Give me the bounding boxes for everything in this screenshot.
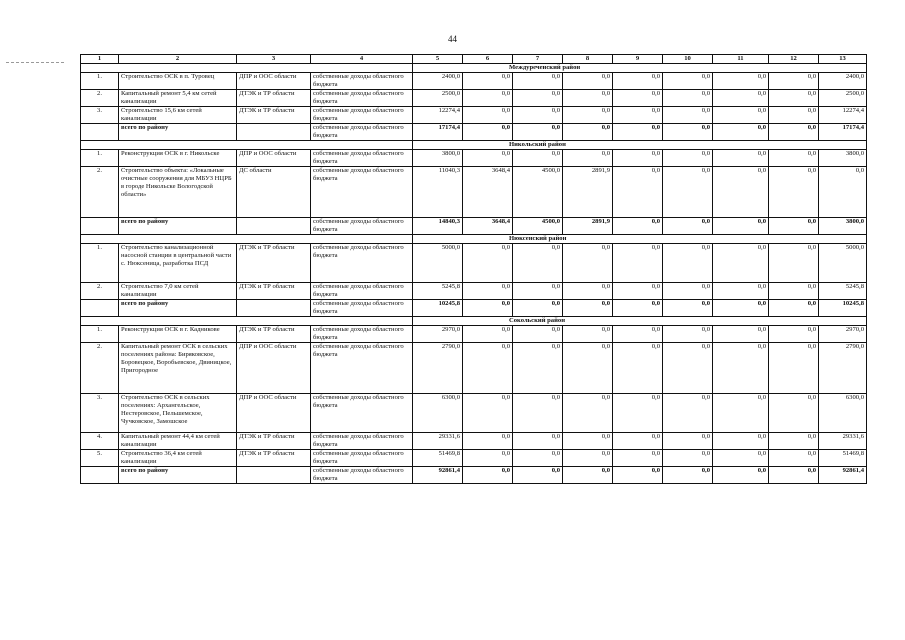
executor: ДТЭК и ТР области xyxy=(237,433,311,450)
amount-cell: 0,0 xyxy=(463,107,513,124)
district-heading-spacer xyxy=(81,141,413,150)
column-header: 12 xyxy=(769,55,819,64)
column-header: 4 xyxy=(311,55,413,64)
table-row xyxy=(81,326,867,343)
funding-source: собственные доходы областного бюджета xyxy=(311,124,413,141)
amount-cell: 51469,8 xyxy=(413,450,463,467)
amount-cell: 0,0 xyxy=(713,90,769,107)
amount-cell: 0,0 xyxy=(513,90,563,107)
amount-cell: 0,0 xyxy=(463,450,513,467)
amount-cell: 0,0 xyxy=(513,73,563,90)
table-row xyxy=(81,244,867,283)
executor: ДТЭК и ТР области xyxy=(237,450,311,467)
amount-cell: 0,0 xyxy=(563,150,613,167)
amount-cell: 0,0 xyxy=(463,90,513,107)
amount-cell: 0,0 xyxy=(563,283,613,300)
column-header: 9 xyxy=(613,55,663,64)
amount-cell: 0,0 xyxy=(613,124,663,141)
funding-source: собственные доходы областного бюджета xyxy=(311,218,413,235)
amount-cell: 0,0 xyxy=(613,218,663,235)
project-name: всего по району xyxy=(119,300,237,317)
column-header: 3 xyxy=(237,55,311,64)
amount-cell: 0,0 xyxy=(513,107,563,124)
amount-cell: 4500,0 xyxy=(513,167,563,218)
amount-cell: 0,0 xyxy=(563,107,613,124)
table-row xyxy=(81,283,867,300)
amount-cell: 17174,4 xyxy=(819,124,867,141)
amount-cell: 0,0 xyxy=(613,283,663,300)
project-name: Реконструкция ОСК в г. Кадникове xyxy=(119,326,237,343)
amount-cell: 0,0 xyxy=(563,394,613,433)
amount-cell: 14840,3 xyxy=(413,218,463,235)
amount-cell: 0,0 xyxy=(713,150,769,167)
executor xyxy=(237,467,311,484)
column-header: 6 xyxy=(463,55,513,64)
amount-cell: 0,0 xyxy=(613,90,663,107)
district-total-row xyxy=(81,218,867,235)
amount-cell: 0,0 xyxy=(563,433,613,450)
project-name: Строительство 36,4 км сетей канализации xyxy=(119,450,237,467)
amount-cell: 92861,4 xyxy=(819,467,867,484)
amount-cell: 51469,8 xyxy=(819,450,867,467)
amount-cell: 0,0 xyxy=(713,244,769,283)
amount-cell: 0,0 xyxy=(513,326,563,343)
project-name: Строительство ОСК в п. Туровец xyxy=(119,73,237,90)
amount-cell: 0,0 xyxy=(463,326,513,343)
amount-cell: 0,0 xyxy=(713,343,769,394)
amount-cell: 0,0 xyxy=(513,467,563,484)
district-heading-row xyxy=(81,317,867,326)
table-body xyxy=(81,55,867,484)
amount-cell: 5245,8 xyxy=(413,283,463,300)
amount-cell: 0,0 xyxy=(463,283,513,300)
amount-cell: 0,0 xyxy=(563,326,613,343)
amount-cell: 11040,3 xyxy=(413,167,463,218)
funding-source: собственные доходы областного бюджета xyxy=(311,73,413,90)
project-name: Строительство объекта: «Локальные очистные сооружения для МБУЗ НЦРБ в городе Никольске Вологодской области» xyxy=(119,167,237,218)
row-number: 5. xyxy=(81,450,119,467)
amount-cell: 0,0 xyxy=(463,433,513,450)
amount-cell: 0,0 xyxy=(713,283,769,300)
amount-cell: 0,0 xyxy=(513,450,563,467)
district-total-row xyxy=(81,124,867,141)
project-name: Строительство канализационной насосной станции в центральной части с. Нюксеница, разработка ПСД xyxy=(119,244,237,283)
amount-cell: 0,0 xyxy=(769,218,819,235)
amount-cell: 0,0 xyxy=(463,343,513,394)
project-name: всего по району xyxy=(119,467,237,484)
page-number: 44 xyxy=(448,34,457,44)
amount-cell: 0,0 xyxy=(663,107,713,124)
project-name: Капитальный ремонт ОСК в сельских поселениях района: Биряковское, Боровецкое, Воробьевское, Двиницкое, Пригородное xyxy=(119,343,237,394)
amount-cell: 0,0 xyxy=(613,343,663,394)
amount-cell: 0,0 xyxy=(769,394,819,433)
funding-source: собственные доходы областного бюджета xyxy=(311,150,413,167)
project-name: Строительство 7,0 км сетей канализации xyxy=(119,283,237,300)
amount-cell: 0,0 xyxy=(563,124,613,141)
amount-cell: 12274,4 xyxy=(819,107,867,124)
executor: ДТЭК и ТР области xyxy=(237,283,311,300)
amount-cell: 5245,8 xyxy=(819,283,867,300)
district-heading-spacer xyxy=(81,317,413,326)
row-number: 3. xyxy=(81,394,119,433)
amount-cell: 0,0 xyxy=(613,326,663,343)
amount-cell: 2500,0 xyxy=(413,90,463,107)
amount-cell: 0,0 xyxy=(513,343,563,394)
amount-cell: 0,0 xyxy=(769,343,819,394)
amount-cell: 6300,0 xyxy=(413,394,463,433)
funding-source: собственные доходы областного бюджета xyxy=(311,90,413,107)
funding-source: собственные доходы областного бюджета xyxy=(311,433,413,450)
column-header: 7 xyxy=(513,55,563,64)
amount-cell: 0,0 xyxy=(663,167,713,218)
table-row xyxy=(81,73,867,90)
district-heading-spacer xyxy=(81,64,413,73)
amount-cell: 0,0 xyxy=(769,433,819,450)
amount-cell: 0,0 xyxy=(713,433,769,450)
left-dashed-rule xyxy=(6,62,64,63)
column-header: 11 xyxy=(713,55,769,64)
amount-cell: 0,0 xyxy=(613,244,663,283)
amount-cell: 29331,6 xyxy=(413,433,463,450)
executor xyxy=(237,300,311,317)
amount-cell: 0,0 xyxy=(563,450,613,467)
amount-cell: 0,0 xyxy=(769,300,819,317)
amount-cell: 2400,0 xyxy=(413,73,463,90)
amount-cell: 2891,9 xyxy=(563,218,613,235)
amount-cell: 0,0 xyxy=(713,300,769,317)
amount-cell: 0,0 xyxy=(713,218,769,235)
amount-cell: 0,0 xyxy=(563,90,613,107)
amount-cell: 0,0 xyxy=(769,467,819,484)
amount-cell: 0,0 xyxy=(663,124,713,141)
district-heading: Междуреченский район xyxy=(413,64,867,73)
funding-source: собственные доходы областного бюджета xyxy=(311,394,413,433)
row-number: 1. xyxy=(81,244,119,283)
amount-cell: 0,0 xyxy=(613,394,663,433)
row-number: 1. xyxy=(81,73,119,90)
amount-cell: 3800,0 xyxy=(819,218,867,235)
table-row xyxy=(81,394,867,433)
amount-cell: 0,0 xyxy=(663,73,713,90)
amount-cell: 0,0 xyxy=(769,283,819,300)
amount-cell: 0,0 xyxy=(713,167,769,218)
column-header: 10 xyxy=(663,55,713,64)
amount-cell: 3648,4 xyxy=(463,167,513,218)
amount-cell: 0,0 xyxy=(613,150,663,167)
amount-cell: 0,0 xyxy=(563,300,613,317)
project-name: всего по району xyxy=(119,218,237,235)
row-number xyxy=(81,218,119,235)
row-number: 3. xyxy=(81,107,119,124)
amount-cell: 0,0 xyxy=(663,467,713,484)
district-total-row xyxy=(81,467,867,484)
amount-cell: 0,0 xyxy=(513,150,563,167)
amount-cell: 0,0 xyxy=(663,283,713,300)
amount-cell: 0,0 xyxy=(663,90,713,107)
amount-cell: 6300,0 xyxy=(819,394,867,433)
project-name: всего по району xyxy=(119,124,237,141)
amount-cell: 2891,9 xyxy=(563,167,613,218)
executor: ДС области xyxy=(237,167,311,218)
table-row xyxy=(81,90,867,107)
row-number: 2. xyxy=(81,283,119,300)
table-row xyxy=(81,343,867,394)
table-row xyxy=(81,107,867,124)
amount-cell: 0,0 xyxy=(463,124,513,141)
amount-cell: 0,0 xyxy=(563,244,613,283)
district-heading-row xyxy=(81,141,867,150)
amount-cell: 3648,4 xyxy=(463,218,513,235)
amount-cell: 29331,6 xyxy=(819,433,867,450)
amount-cell: 2790,0 xyxy=(819,343,867,394)
project-name: Капитальный ремонт 44,4 км сетей канализации xyxy=(119,433,237,450)
funding-source: собственные доходы областного бюджета xyxy=(311,244,413,283)
amount-cell: 3800,0 xyxy=(819,150,867,167)
amount-cell: 2400,0 xyxy=(819,73,867,90)
amount-cell: 0,0 xyxy=(513,244,563,283)
amount-cell: 0,0 xyxy=(513,300,563,317)
amount-cell: 0,0 xyxy=(613,467,663,484)
executor xyxy=(237,124,311,141)
project-name: Строительство ОСК в сельских поселениях: Архангельское, Нестеровское, Пельшемское, Чучковское, Замошское xyxy=(119,394,237,433)
amount-cell: 0,0 xyxy=(463,73,513,90)
amount-cell: 0,0 xyxy=(769,150,819,167)
amount-cell: 0,0 xyxy=(463,150,513,167)
executor: ДПР и ООС области xyxy=(237,150,311,167)
amount-cell: 0,0 xyxy=(769,244,819,283)
amount-cell: 0,0 xyxy=(663,394,713,433)
funding-source: собственные доходы областного бюджета xyxy=(311,343,413,394)
amount-cell: 0,0 xyxy=(513,433,563,450)
amount-cell: 0,0 xyxy=(769,326,819,343)
row-number: 2. xyxy=(81,343,119,394)
executor: ДПР и ООС области xyxy=(237,394,311,433)
amount-cell: 0,0 xyxy=(713,107,769,124)
funding-source: собственные доходы областного бюджета xyxy=(311,326,413,343)
amount-cell: 10245,8 xyxy=(819,300,867,317)
executor: ДТЭК и ТР области xyxy=(237,107,311,124)
amount-cell: 0,0 xyxy=(463,244,513,283)
amount-cell: 0,0 xyxy=(663,218,713,235)
district-heading: Нюксенский район xyxy=(413,235,867,244)
amount-cell: 0,0 xyxy=(613,107,663,124)
funding-source: собственные доходы областного бюджета xyxy=(311,107,413,124)
amount-cell: 0,0 xyxy=(663,150,713,167)
column-header: 8 xyxy=(563,55,613,64)
amount-cell: 0,0 xyxy=(663,433,713,450)
amount-cell: 0,0 xyxy=(663,326,713,343)
amount-cell: 5000,0 xyxy=(413,244,463,283)
amount-cell: 0,0 xyxy=(769,107,819,124)
amount-cell: 0,0 xyxy=(769,167,819,218)
amount-cell: 0,0 xyxy=(563,467,613,484)
amount-cell: 0,0 xyxy=(613,73,663,90)
amount-cell: 0,0 xyxy=(513,283,563,300)
amount-cell: 0,0 xyxy=(713,326,769,343)
column-header: 13 xyxy=(819,55,867,64)
amount-cell: 0,0 xyxy=(713,394,769,433)
executor: ДПР и ООС области xyxy=(237,73,311,90)
funding-source: собственные доходы областного бюджета xyxy=(311,467,413,484)
funding-source: собственные доходы областного бюджета xyxy=(311,167,413,218)
funding-source: собственные доходы областного бюджета xyxy=(311,283,413,300)
amount-cell: 0,0 xyxy=(613,167,663,218)
amount-cell: 0,0 xyxy=(769,90,819,107)
amount-cell: 4500,0 xyxy=(513,218,563,235)
table-row xyxy=(81,450,867,467)
amount-cell: 0,0 xyxy=(463,394,513,433)
amount-cell: 0,0 xyxy=(513,394,563,433)
amount-cell: 0,0 xyxy=(463,300,513,317)
amount-cell: 0,0 xyxy=(713,73,769,90)
amount-cell: 0,0 xyxy=(819,167,867,218)
row-number: 1. xyxy=(81,326,119,343)
funding-source: собственные доходы областного бюджета xyxy=(311,450,413,467)
district-heading-row xyxy=(81,235,867,244)
amount-cell: 0,0 xyxy=(713,467,769,484)
amount-cell: 2790,0 xyxy=(413,343,463,394)
amount-cell: 0,0 xyxy=(463,467,513,484)
executor: ДТЭК и ТР области xyxy=(237,244,311,283)
amount-cell: 0,0 xyxy=(563,73,613,90)
amount-cell: 10245,8 xyxy=(413,300,463,317)
row-number: 2. xyxy=(81,167,119,218)
amount-cell: 0,0 xyxy=(713,450,769,467)
row-number xyxy=(81,467,119,484)
row-number: 1. xyxy=(81,150,119,167)
amount-cell: 0,0 xyxy=(663,244,713,283)
project-name: Реконструкция ОСК в г. Никольске xyxy=(119,150,237,167)
amount-cell: 0,0 xyxy=(769,73,819,90)
executor xyxy=(237,218,311,235)
district-heading: Сокольский район xyxy=(413,317,867,326)
row-number xyxy=(81,124,119,141)
table-row xyxy=(81,433,867,450)
amount-cell: 0,0 xyxy=(663,450,713,467)
table-row xyxy=(81,150,867,167)
amount-cell: 0,0 xyxy=(563,343,613,394)
amount-cell: 17174,4 xyxy=(413,124,463,141)
amount-cell: 0,0 xyxy=(613,433,663,450)
district-heading-row xyxy=(81,64,867,73)
executor: ДТЭК и ТР области xyxy=(237,326,311,343)
amount-cell: 5000,0 xyxy=(819,244,867,283)
district-total-row xyxy=(81,300,867,317)
amount-cell: 2970,0 xyxy=(413,326,463,343)
column-header: 1 xyxy=(81,55,119,64)
amount-cell: 0,0 xyxy=(663,300,713,317)
column-header: 2 xyxy=(119,55,237,64)
amount-cell: 2970,0 xyxy=(819,326,867,343)
amount-cell: 0,0 xyxy=(613,300,663,317)
row-number xyxy=(81,300,119,317)
amount-cell: 0,0 xyxy=(769,450,819,467)
table-row xyxy=(81,167,867,218)
amount-cell: 0,0 xyxy=(513,124,563,141)
column-header: 5 xyxy=(413,55,463,64)
row-number: 4. xyxy=(81,433,119,450)
amount-cell: 3800,0 xyxy=(413,150,463,167)
project-name: Строительство 15,6 км сетей канализации xyxy=(119,107,237,124)
amount-cell: 0,0 xyxy=(769,124,819,141)
column-header-row xyxy=(81,55,867,64)
district-heading: Никольский район xyxy=(413,141,867,150)
amount-cell: 0,0 xyxy=(613,450,663,467)
amount-cell: 12274,4 xyxy=(413,107,463,124)
district-heading-spacer xyxy=(81,235,413,244)
project-name: Капитальный ремонт 5,4 км сетей канализации xyxy=(119,90,237,107)
executor: ДПР и ООС области xyxy=(237,343,311,394)
executor: ДТЭК и ТР области xyxy=(237,90,311,107)
row-number: 2. xyxy=(81,90,119,107)
amount-cell: 2500,0 xyxy=(819,90,867,107)
funding-source: собственные доходы областного бюджета xyxy=(311,300,413,317)
amount-cell: 92861,4 xyxy=(413,467,463,484)
amount-cell: 0,0 xyxy=(713,124,769,141)
budget-table xyxy=(80,54,867,484)
amount-cell: 0,0 xyxy=(663,343,713,394)
